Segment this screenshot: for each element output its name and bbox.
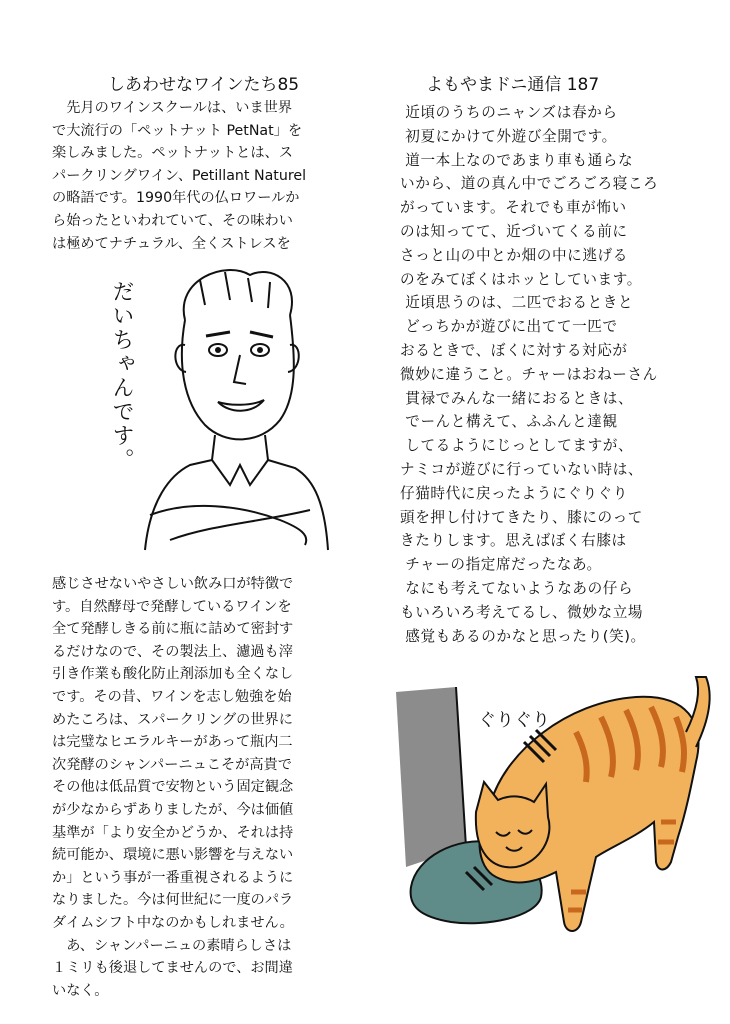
cat-illustration	[396, 672, 716, 942]
left-intro-paragraph: 先月のワインスクールは、いま世界 で大流行の「ペットナット PetNat」を 楽しみました。ペットナットとは、ス パークリングワイン、Petillant Naturel の略語です。1990年代の仏ロワールか ら始ったといわれていて、その味わい は極めてナチュラル、全くストレスを	[52, 100, 307, 252]
portrait-illustration	[130, 260, 330, 550]
cat-sound-effect: ぐりぐり	[478, 710, 550, 731]
right-body-text: 近頃のうちのニャンズは春から 初夏にかけて外遊び全開です。 道一本上なのであまり車も通らな いから、道の真ん中でごろごろ寝ころ がっています。それでも車が怖い のは知ってて、近づいてくる前に さっと山の中とか畑の中に逃げる のをみてぼくはホッとしています。 近頃思うのは、二匹でおるときと どっちかが遊びに出てて一匹で おるときで、ぼくに対する対応が 微妙に違うこと。チャーはおねーさん 貫禄でみんな一緒におるときは、 でーんと構えて、ふふんと達観 してるようにじっとしてますが、 ナミコが遊びに行っていない時は、 仔猫時代に戻ったようにぐりぐり 頭を押し付けてきたり、膝にのって きたりします。思えばぼく右膝は チャーの指定席だったなあ。 なにも考えてないようなあの仔ら もいろいろ考えてるし、微妙な立場 感覚もあるのかなと思ったり(笑)。	[400, 104, 659, 645]
left-main-paragraph: 感じさせないやさしい飲み口が特徴で す。自然酵母で発酵しているワインを 全て発酵しきる前に瓶に詰めて密封す るだけなので、その製法上、濾過も滓 引き作業も酸化防止剤添加も全くなし です。その昔、ワインを志し勉強を始 めたころは、スパークリングの世界に は完璧なヒエラルキーがあって瓶内二 次発酵のシャンパーニュこそが高貴で その他は低品質で安物という固定観念 が少なからずありましたが、今は価値 基準が「より安全かどうか、それは持 続可能か、環境に悪い影響を与えない か」という事が一番重視されるように なりました。今は何世紀に一度のパラ ダイムシフト中なのかもしれません。 あ、シャンパーニュの素晴らしさは １ミリも後退してませんので、お間違 いなく。	[52, 576, 294, 999]
portrait-label: だいちゃんです。	[109, 280, 134, 472]
right-column-title: よもやまドニ通信 187	[426, 75, 600, 95]
left-column-title: しあわせなワインたち85	[108, 75, 300, 95]
